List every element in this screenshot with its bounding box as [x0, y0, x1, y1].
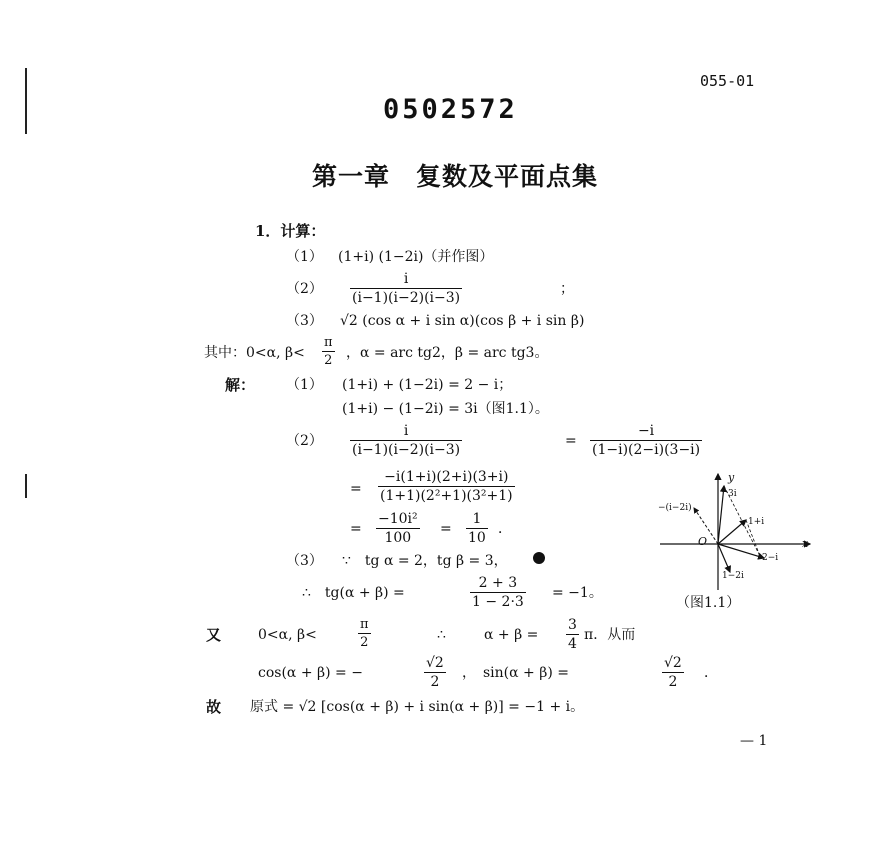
item-2-denominator: (i−1)(i−2)(i−3)	[352, 290, 461, 306]
sum-fraction	[566, 618, 579, 651]
where-fraction	[322, 336, 335, 367]
where-tail: ，α = arc tg2，β = arc tg3。	[346, 345, 549, 361]
left-margin-bar-bottom	[25, 474, 27, 498]
solution-2-fraction-3	[378, 470, 515, 503]
sin-frac-num: √2	[664, 655, 682, 671]
item-3-number: （3）	[286, 313, 323, 329]
sum-frac-num: 3	[568, 617, 577, 633]
vector-3i	[718, 486, 724, 544]
vector-1-plus-i	[718, 520, 746, 544]
s2-f2-num: −i	[590, 424, 702, 441]
ink-dot	[533, 552, 545, 564]
sum-post: π．从而	[584, 627, 636, 643]
solution-3-number: （3）	[286, 553, 323, 569]
axis-x-label: x	[802, 537, 809, 550]
s2-f5-num: 1	[466, 512, 488, 529]
solution-2-fraction-1	[350, 424, 462, 457]
page-number: — 1	[740, 733, 768, 749]
problem-label: 1．计算：	[255, 222, 326, 240]
fig-label-neg: −(i−2i)	[658, 503, 692, 513]
equals-sign: =	[350, 481, 362, 497]
s2-f5-den: 10	[468, 530, 486, 546]
solution-3-line2-post: = −1。	[552, 585, 603, 601]
solution-3-line2-pre: ∴ tg(α + β) =	[302, 585, 405, 601]
item-2-fraction	[350, 272, 462, 305]
corner-code: 055-01	[700, 72, 755, 90]
sin-fraction	[662, 656, 684, 689]
again-fraction	[358, 618, 371, 649]
sin-pre: ， sin(α + β) =	[462, 665, 569, 681]
again-text: 0<α, β<	[258, 627, 317, 643]
where-text: 其中：0<α, β<	[204, 345, 305, 361]
cos-frac-den: 2	[430, 674, 440, 690]
fig-label-3i: 3i	[728, 489, 737, 499]
equals-sign: =	[350, 521, 362, 537]
sum-frac-den: 4	[568, 636, 577, 652]
fig-label-1-plus-i: 1+i	[748, 517, 765, 527]
again-label: 又	[206, 626, 222, 644]
solution-1-line1: (1+i) + (1−2i) = 2 − i；	[342, 377, 513, 393]
fig-label-2-minus-i: 2−i	[762, 553, 779, 563]
solution-2-fraction-2	[590, 424, 702, 457]
cos-frac-num: √2	[426, 655, 444, 671]
document-number: 0502572	[383, 94, 518, 125]
s2-f3-num: −i(1+i)(2+i)(3+i)	[378, 470, 515, 487]
solution-1-number: （1）	[286, 377, 323, 393]
cos-fraction	[424, 656, 446, 689]
therefore-sign: ∴	[437, 627, 446, 643]
chapter-title: 第一章 复数及平面点集	[312, 162, 599, 191]
cos-pre: cos(α + β) = −	[258, 665, 363, 681]
s2-f2-den: (1−i)(2−i)(3−i)	[592, 442, 701, 458]
again-frac-num: π	[360, 617, 369, 632]
figure-caption: （图1.1）	[676, 595, 741, 611]
s2-f4-num: −10i²	[378, 511, 418, 527]
solution-1-line2: (1+i) − (1−2i) = 3i（图1.1）。	[342, 401, 549, 417]
origin-label: O	[698, 535, 708, 548]
item-2-tail: ；	[560, 281, 574, 297]
sin-end: ．	[704, 665, 718, 681]
final-label: 故	[206, 698, 222, 716]
solution-2-end: ．	[498, 521, 512, 537]
sum-pre: α + β =	[484, 627, 539, 643]
solution-3-fraction	[470, 576, 526, 609]
equals-sign: =	[440, 521, 452, 537]
s2-f4-den: 100	[384, 530, 412, 546]
vector-1-minus-2i	[718, 544, 730, 572]
s2-f3-den: (1+1)(2²+1)(3²+1)	[380, 488, 513, 504]
s3-f-den: 1 − 2·3	[472, 594, 524, 610]
item-1-number: （1）	[286, 249, 323, 265]
final-text: 原式 = √2 [cos(α + β) + i sin(α + β)] = −1 + i。	[250, 699, 585, 715]
where-fraction-den: 2	[324, 353, 333, 368]
equals-sign: =	[565, 433, 577, 449]
left-margin-bar-top	[25, 68, 27, 134]
solution-3-line1: ∵ tg α = 2，tg β = 3，	[342, 553, 508, 569]
item-1-text: (1+i) (1−2i)（并作图）	[338, 249, 494, 265]
s3-f-num: 2 + 3	[470, 576, 526, 593]
item-2-number: （2）	[286, 281, 323, 297]
again-frac-den: 2	[360, 635, 369, 650]
fig-label-1-minus-2i: 1−2i	[722, 571, 744, 581]
axis-y-label: y	[728, 471, 735, 484]
s2-f1-den: (i−1)(i−2)(i−3)	[352, 442, 461, 458]
s2-f1-num: i	[350, 424, 462, 441]
solution-label: 解：	[225, 376, 256, 394]
sin-frac-den: 2	[668, 674, 678, 690]
item-3-text: √2 (cos α + i sin α)(cos β + i sin β)	[340, 313, 585, 329]
solution-2-fraction-4	[376, 512, 420, 545]
item-2-numerator: i	[350, 272, 462, 289]
solution-2-fraction-5	[466, 512, 488, 545]
where-fraction-num: π	[324, 335, 333, 350]
solution-2-number: （2）	[286, 433, 323, 449]
